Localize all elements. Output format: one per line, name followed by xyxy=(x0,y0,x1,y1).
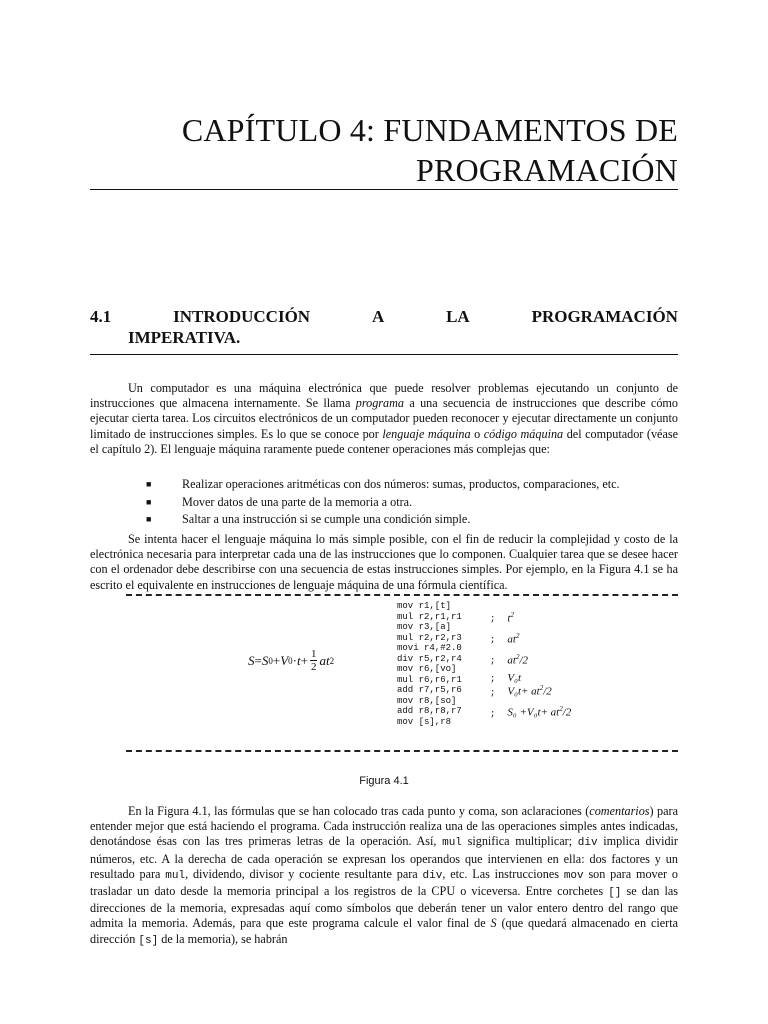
code-line xyxy=(397,664,462,675)
formula-term: at xyxy=(319,652,330,668)
formula-term: t xyxy=(296,652,301,668)
comment-text: S₀ +V₀t+ at xyxy=(507,706,560,719)
comment-text: t xyxy=(507,612,511,625)
square-bullet-icon: ■ xyxy=(146,479,152,489)
code-listing xyxy=(397,601,572,727)
section-word-3: LA xyxy=(446,307,470,326)
code-line xyxy=(397,601,462,612)
formula-op: + xyxy=(272,652,281,668)
comment-superscript: 2 xyxy=(515,631,520,640)
comment-superscript: 2 xyxy=(510,610,514,619)
code-instruction: add r7,r5,r6 xyxy=(397,685,462,695)
code-instruction: mov r1,[t] xyxy=(397,601,452,611)
comment-superscript: 2 xyxy=(539,684,544,692)
comment-semicolon: ; xyxy=(490,656,496,667)
code-line xyxy=(397,610,514,625)
code-line xyxy=(397,696,462,707)
list-item xyxy=(146,476,686,494)
text-run: son para mover o trasladar un dato desde la memoria principal a los registros de la CPU o viceversa. Entre corchetes xyxy=(90,866,679,899)
formula-op: + xyxy=(300,652,308,668)
code-term: mul xyxy=(442,837,462,850)
code-instruction: movi r4,#2.0 xyxy=(397,643,462,653)
text-run: se dan las direcciones de la memoria, expresadas aquí como símbolos que deberán tener un valor entero dentro del rango que admita la memoria. Además, para que este programa calcule el valor final de xyxy=(90,884,678,931)
chapter-title xyxy=(182,110,678,190)
text-run: ) para entender mejor que está haciendo el programa. Cada instrucción realiza una de las operaciones simples antes indicadas, denotándose ésas con las tres primeras letras de la operación. Así, xyxy=(90,804,679,849)
comment-text: at xyxy=(507,654,516,667)
text-run: del computador (véase el capítulo 2). El lenguaje máquina raramente puede contener operaciones más complejas que: xyxy=(90,426,679,456)
chapter-rule xyxy=(90,189,678,190)
code-term: [] xyxy=(608,887,622,900)
emphasis: S xyxy=(490,916,497,931)
code-term: mul xyxy=(165,869,186,882)
text-run: significa multiplicar; xyxy=(461,834,578,849)
code-line xyxy=(397,622,462,633)
comment-superscript: 2 xyxy=(515,652,520,661)
text-run: , etc. Las instrucciones xyxy=(442,866,564,881)
formula-fraction xyxy=(310,648,318,673)
code-instruction: add r8,r8,r7 xyxy=(397,706,462,716)
formula xyxy=(248,648,334,673)
formula-term: S xyxy=(248,652,255,668)
section-word-1: INTRODUCCIÓN xyxy=(173,307,311,326)
code-line xyxy=(397,631,520,646)
square-bullet-icon: ■ xyxy=(146,496,152,507)
section-number: 4.1 xyxy=(90,307,112,326)
chapter-title-line-2: PROGRAMACIÓN xyxy=(416,152,678,188)
text-run: En la Figura 4.1, las fórmulas que se han colocado tras cada punto y coma, son aclaraciones ( xyxy=(128,804,590,818)
code-instruction: mul r2,r1,r1 xyxy=(397,611,462,622)
code-instruction: div r5,r2,r4 xyxy=(397,653,462,664)
emphasis: programa xyxy=(355,396,405,411)
list-item-text: Saltar a una instrucción si se cumple una condición simple. xyxy=(182,512,471,526)
paragraph-explanation xyxy=(90,804,678,949)
comment-superscript: 2 xyxy=(559,705,563,713)
code-term: [s] xyxy=(138,934,159,947)
comment-semicolon: ; xyxy=(490,614,496,625)
text-run: , dividendo, divisor y cociente resultante para xyxy=(185,866,423,881)
text-run: de la memoria), se habrán xyxy=(158,931,288,946)
list-item xyxy=(146,511,686,529)
code-line xyxy=(397,717,462,728)
section-word-4: PROGRAMACIÓN xyxy=(531,307,678,326)
comment-semicolon: ; xyxy=(490,708,496,719)
code-line xyxy=(397,643,462,654)
paragraph-intro xyxy=(90,381,678,457)
comment-text: at xyxy=(507,633,516,646)
text-run: a una secuencia de instrucciones que describe cómo ejecutar cierta tarea. Los circuitos electrónicos de un computador pueden reconocer y ejecutar directamente un conjunto limitado de instrucciones simples. Es lo que se conoce por xyxy=(90,396,678,441)
emphasis: código máquina xyxy=(483,426,564,441)
comment-text-suffix: /2 xyxy=(562,706,572,719)
code-instruction: mov [s],r8 xyxy=(397,716,452,727)
fraction-denominator: 2 xyxy=(310,661,317,673)
formula-term: S xyxy=(261,652,269,668)
code-comment xyxy=(490,704,571,719)
section-word-2: A xyxy=(371,307,385,326)
comment-semicolon: ; xyxy=(490,673,496,684)
text-run: implica dividir números, etc. A la derecha de cada operación se expresan los operandos que intervienen en ella: dos factores y un resultado para xyxy=(90,834,678,881)
formula-op: = xyxy=(254,652,262,668)
comment-text-suffix: /2 xyxy=(543,685,552,698)
code-term: div xyxy=(577,837,598,850)
list-item xyxy=(146,494,686,512)
section-rule xyxy=(90,354,678,355)
emphasis: lenguaje máquina xyxy=(382,426,471,441)
chapter-title-line-1: CAPÍTULO 4: FUNDAMENTOS DE xyxy=(181,112,678,148)
formula-sub: 0 xyxy=(268,655,273,666)
text-run: o xyxy=(470,426,484,441)
code-instruction: mov r3,[a] xyxy=(397,622,452,632)
code-comment xyxy=(490,683,552,698)
text-run: (que quedará almacenado en cierta dirección xyxy=(90,916,679,946)
formula-sub: 0 xyxy=(288,655,293,666)
code-line xyxy=(397,671,522,686)
section-heading xyxy=(90,306,678,348)
figure-bottom-rule xyxy=(126,750,678,752)
formula-term: V xyxy=(280,652,289,668)
comment-semicolon: ; xyxy=(490,635,496,646)
square-bullet-icon: ■ xyxy=(146,514,152,524)
fraction-numerator: 1 xyxy=(310,648,317,660)
code-comment xyxy=(490,610,514,625)
figure-caption: Figura 4.1 xyxy=(359,775,409,787)
formula-sup: 2 xyxy=(329,655,335,666)
code-line xyxy=(397,684,552,698)
list-item-text: Realizar operaciones aritméticas con dos números: sumas, productos, comparaciones, etc. xyxy=(182,477,620,491)
comment-semicolon: ; xyxy=(490,687,496,698)
comment-text: V₀t xyxy=(507,671,522,684)
code-instruction: mov r8,[so] xyxy=(397,695,457,706)
code-instruction: mul r6,r6,r1 xyxy=(397,674,462,685)
code-comment xyxy=(490,631,519,646)
paragraph-example: Se intenta hacer el lenguaje máquina lo más simple posible, con el fin de reducir la complejidad y costo de la electrónica necesaria para interpretar cada una de las instrucciones que lo componen. Cualquier tarea que se desee hacer con el ordenador debe describirse con una secuencia de estas instrucciones simples. Por ejemplo, en la Figura 4.1 se ha escrito el equivalente en instrucciones de lenguaje máquina de una fórmula científica. xyxy=(90,532,678,592)
code-line xyxy=(397,652,529,667)
code-term: div xyxy=(422,869,443,882)
code-term: mov xyxy=(563,869,584,882)
bullet-list xyxy=(146,476,686,529)
emphasis: comentarios xyxy=(589,804,650,818)
code-instruction: mul r2,r2,r3 xyxy=(397,632,462,643)
comment-text-suffix: /2 xyxy=(519,654,529,667)
code-instruction: mov r6,[vo] xyxy=(397,664,457,674)
figure-top-rule xyxy=(126,594,678,596)
list-item-text: Mover datos de una parte de la memoria a otra. xyxy=(182,494,413,509)
code-comment xyxy=(490,652,528,667)
text-run: Un computador es una máquina electrónica que puede resolver problemas ejecutando un conjunto de instrucciones que almacena internamente. Se llama xyxy=(90,381,678,411)
formula-op: · xyxy=(292,652,297,668)
code-line xyxy=(397,705,572,719)
section-word-5: IMPERATIVA. xyxy=(128,328,241,347)
comment-text: V₀t+ at xyxy=(507,685,540,698)
